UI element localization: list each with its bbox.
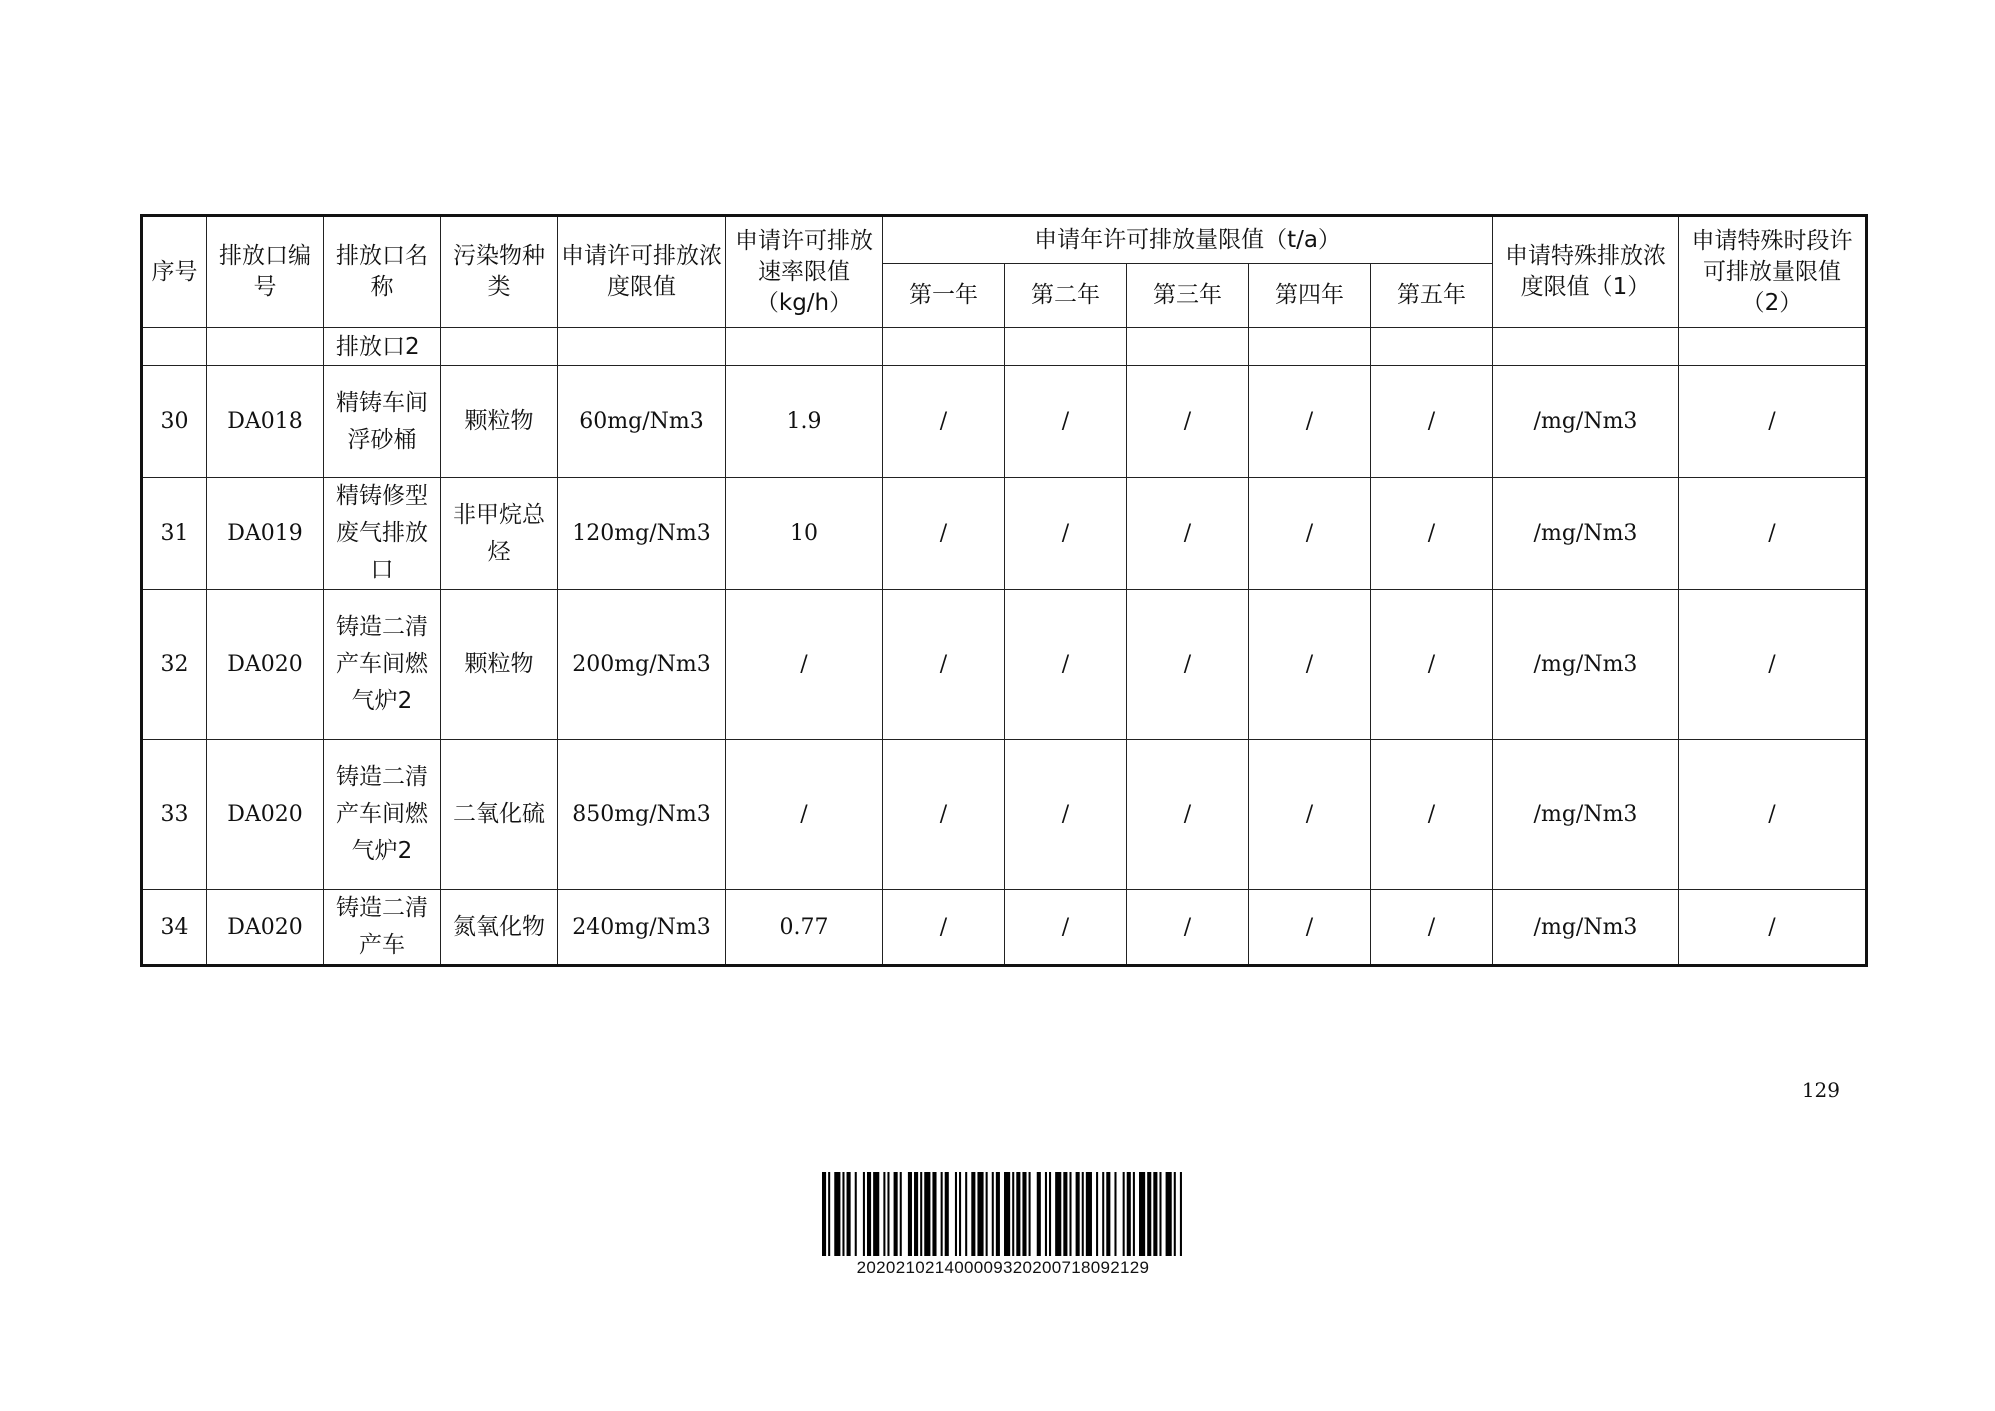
table-row (142, 740, 1867, 890)
special-period-cell: / (1679, 590, 1867, 740)
header-special-period: 申请特殊时段许可排放量限值（2） (1679, 216, 1867, 328)
seq-cell: 34 (142, 890, 207, 966)
year-1-cell: / (883, 890, 1005, 966)
special-conc-cell: /mg/Nm3 (1493, 590, 1679, 740)
header-outlet-code: 排放口编号 (207, 216, 324, 328)
table-cell (1679, 328, 1867, 366)
outlet-name-cell: 铸造二清产车间燃气炉2 (324, 740, 441, 890)
year-5-cell: / (1371, 366, 1493, 478)
special-conc-cell: /mg/Nm3 (1493, 740, 1679, 890)
year-3-cell: / (1127, 366, 1249, 478)
year-5-cell: / (1371, 890, 1493, 966)
table-row (142, 366, 1867, 478)
conc-limit-cell: 200mg/Nm3 (558, 590, 726, 740)
table-cell (1127, 328, 1249, 366)
table-cell (1005, 328, 1127, 366)
seq-cell: 31 (142, 478, 207, 590)
pollutant-cell: 非甲烷总烃 (441, 478, 558, 590)
outlet-code-cell: DA019 (207, 478, 324, 590)
table-cell (441, 328, 558, 366)
pollutant-cell: 颗粒物 (441, 366, 558, 478)
table-cell (558, 328, 726, 366)
year-1-cell: / (883, 366, 1005, 478)
pollutant-cell: 氮氧化物 (441, 890, 558, 966)
year-4-cell: / (1249, 740, 1371, 890)
table-cell (1493, 328, 1679, 366)
special-conc-cell: /mg/Nm3 (1493, 478, 1679, 590)
header-rate-limit: 申请许可排放速率限值（kg/h） (726, 216, 883, 328)
table-row (142, 590, 1867, 740)
outlet-name-cell: 铸造二清产车间燃气炉2 (324, 590, 441, 740)
conc-limit-cell: 60mg/Nm3 (558, 366, 726, 478)
seq-cell: 32 (142, 590, 207, 740)
header-pollutant: 污染物种类 (441, 216, 558, 328)
header-year-3: 第三年 (1127, 264, 1249, 328)
outlet-code-cell: DA020 (207, 890, 324, 966)
header-conc-limit: 申请许可排放浓度限值 (558, 216, 726, 328)
year-3-cell: / (1127, 740, 1249, 890)
rate-limit-cell: 0.77 (726, 890, 883, 966)
year-4-cell: / (1249, 366, 1371, 478)
table-cell (1249, 328, 1371, 366)
rate-limit-cell: / (726, 740, 883, 890)
barcode-number: 20202102140000932020071809212​9 (856, 1258, 1150, 1277)
special-period-cell: / (1679, 890, 1867, 966)
table-row (142, 478, 1867, 590)
year-1-cell: / (883, 590, 1005, 740)
year-2-cell: / (1005, 590, 1127, 740)
special-conc-cell: /mg/Nm3 (1493, 366, 1679, 478)
outlet-name-cell: 铸造二清产车 (324, 890, 441, 966)
page-number: 129 (1801, 1078, 1840, 1102)
header-annual-limit: 申请年许可排放量限值（t/a） (883, 216, 1493, 264)
header-year-2: 第二年 (1005, 264, 1127, 328)
year-3-cell: / (1127, 478, 1249, 590)
table-cell (142, 328, 207, 366)
table-cell (883, 328, 1005, 366)
seq-cell: 33 (142, 740, 207, 890)
year-5-cell: / (1371, 478, 1493, 590)
table-row (142, 890, 1867, 966)
year-2-cell: / (1005, 890, 1127, 966)
special-period-cell: / (1679, 366, 1867, 478)
outlet-name-cell: 精铸车间浮砂桶 (324, 366, 441, 478)
outlet-name-cell: 精铸修型废气排放口 (324, 478, 441, 590)
header-year-1: 第一年 (883, 264, 1005, 328)
conc-limit-cell: 850mg/Nm3 (558, 740, 726, 890)
header-seq: 序号 (142, 216, 207, 328)
header-row-1 (142, 216, 1867, 264)
header-special-conc: 申请特殊排放浓度限值（1） (1493, 216, 1679, 328)
year-3-cell: / (1127, 890, 1249, 966)
table-cell (726, 328, 883, 366)
rate-limit-cell: 1.9 (726, 366, 883, 478)
year-2-cell: / (1005, 366, 1127, 478)
outlet-code-cell: DA018 (207, 366, 324, 478)
special-conc-cell: /mg/Nm3 (1493, 890, 1679, 966)
special-period-cell: / (1679, 740, 1867, 890)
year-4-cell: / (1249, 478, 1371, 590)
outlet-code-cell: DA020 (207, 590, 324, 740)
header-year-4: 第四年 (1249, 264, 1371, 328)
pollutant-cell: 二氧化硫 (441, 740, 558, 890)
pollutant-cell: 颗粒物 (441, 590, 558, 740)
barcode-icon (822, 1172, 1184, 1256)
rate-limit-cell: 10 (726, 478, 883, 590)
conc-limit-cell: 240mg/Nm3 (558, 890, 726, 966)
year-5-cell: / (1371, 740, 1493, 890)
header-year-5: 第五年 (1371, 264, 1493, 328)
rate-limit-cell: / (726, 590, 883, 740)
special-period-cell: / (1679, 478, 1867, 590)
year-4-cell: / (1249, 890, 1371, 966)
year-4-cell: / (1249, 590, 1371, 740)
year-2-cell: / (1005, 478, 1127, 590)
table-cell (207, 328, 324, 366)
table-cell (1371, 328, 1493, 366)
seq-cell: 30 (142, 366, 207, 478)
year-1-cell: / (883, 478, 1005, 590)
year-2-cell: / (1005, 740, 1127, 890)
barcode (822, 1172, 1184, 1278)
year-5-cell: / (1371, 590, 1493, 740)
outlet-code-cell: DA020 (207, 740, 324, 890)
conc-limit-cell: 120mg/Nm3 (558, 478, 726, 590)
continuation-row (142, 328, 1867, 366)
outlet-name-cell: 排放口2 (324, 328, 441, 366)
header-outlet-name: 排放口名称 (324, 216, 441, 328)
permit-limits-table (140, 214, 1868, 967)
year-1-cell: / (883, 740, 1005, 890)
year-3-cell: / (1127, 590, 1249, 740)
